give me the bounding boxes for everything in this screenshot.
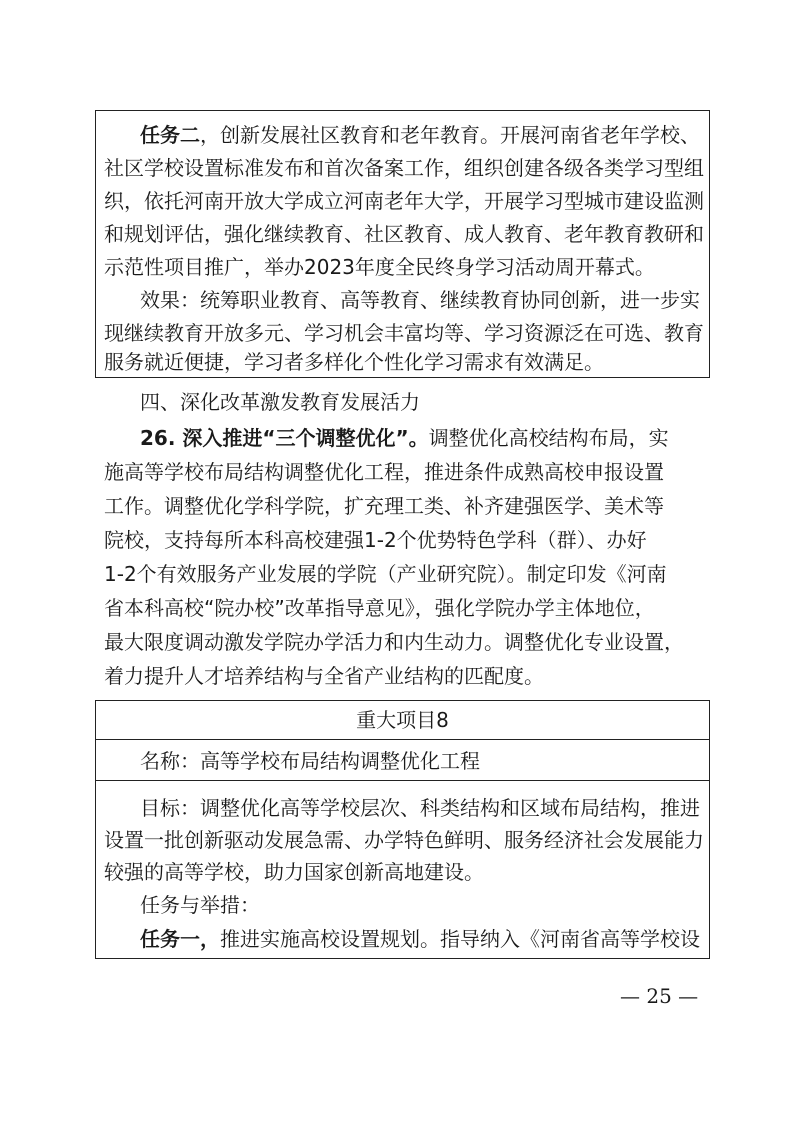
box1-line-4: 和规划评估，强化继续教育、社区教育、成人教育、老年教育教研和 xyxy=(104,222,704,246)
box1-line-5: 示范性项目推广，举办2023年度全民终身学习活动周开幕式。 xyxy=(104,255,655,279)
item26-line-6: 省本科高校“院办校”改革指导意见》，强化学院办学主体地位， xyxy=(104,596,655,620)
box1-line-6: 效果：统筹职业教育、高等教育、继续教育协同创新，进一步实 xyxy=(140,288,700,312)
task-one-label: 任务一， xyxy=(140,927,220,951)
goal-line-1: 目标：调整优化高等学校层次、科类结构和区域布局结构，推进 xyxy=(140,796,700,820)
box1-line-8: 服务就近便捷，学习者多样化个性化学习需求有效满足。 xyxy=(104,350,604,374)
box1-line-3: 织，依托河南开放大学成立河南老年大学，开展学习型城市建设监测 xyxy=(104,189,704,213)
box1-line-2: 社区学校设置标准发布和首次备案工作，组织创建各级各类学习型组 xyxy=(104,156,704,180)
task-one-line: 任务一，推进实施高校设置规划。指导纳入《河南省高等学校设 xyxy=(140,927,700,951)
item26-line-4: 院校，支持每所本科高校建强1-2个优势特色学科（群）、办好 xyxy=(104,528,647,552)
goal-line-2: 设置一批创新驱动发展急需、办学特色鲜明、服务经济社会发展能力 xyxy=(104,828,704,852)
item26-line-8: 着力提升人才培养结构与全省产业结构的匹配度。 xyxy=(104,664,544,688)
item26-line-2: 施高等学校布局结构调整优化工程，推进条件成熟高校申报设置 xyxy=(104,460,664,484)
item26-line-1: 26. 深入推进“三个调整优化”。调整优化高校结构布局，实 xyxy=(140,426,669,450)
box1-line-7: 现继续教育开放多元、学习机会丰富均等、学习资源泛在可选、教育 xyxy=(104,321,704,345)
goal-line-3: 较强的高等学校，助力国家创新高地建设。 xyxy=(104,860,484,884)
project-header: 重大项目8 xyxy=(356,708,449,732)
tasks-label: 任务与举措： xyxy=(140,893,260,917)
item26-title: 26. 深入推进“三个调整优化”。 xyxy=(140,426,429,450)
item26-line-7: 最大限度调动激发学院办学活力和内生动力。调整优化专业设置， xyxy=(104,630,684,654)
task-two-label: 任务二 xyxy=(140,123,200,147)
project-name: 名称：高等学校布局结构调整优化工程 xyxy=(140,749,480,773)
item26-line-3: 工作。调整优化学科学院，扩充理工类、补齐建强医学、美术等 xyxy=(104,494,664,518)
section-heading: 四、深化改革激发教育发展活力 xyxy=(140,390,420,414)
box1-line-1: 任务二，创新发展社区教育和老年教育。开展河南省老年学校、 xyxy=(140,123,700,147)
item26-line-5: 1-2个有效服务产业发展的学院（产业研究院）。制定印发《河南 xyxy=(104,562,667,586)
page-number: — 25 — xyxy=(620,984,699,1008)
